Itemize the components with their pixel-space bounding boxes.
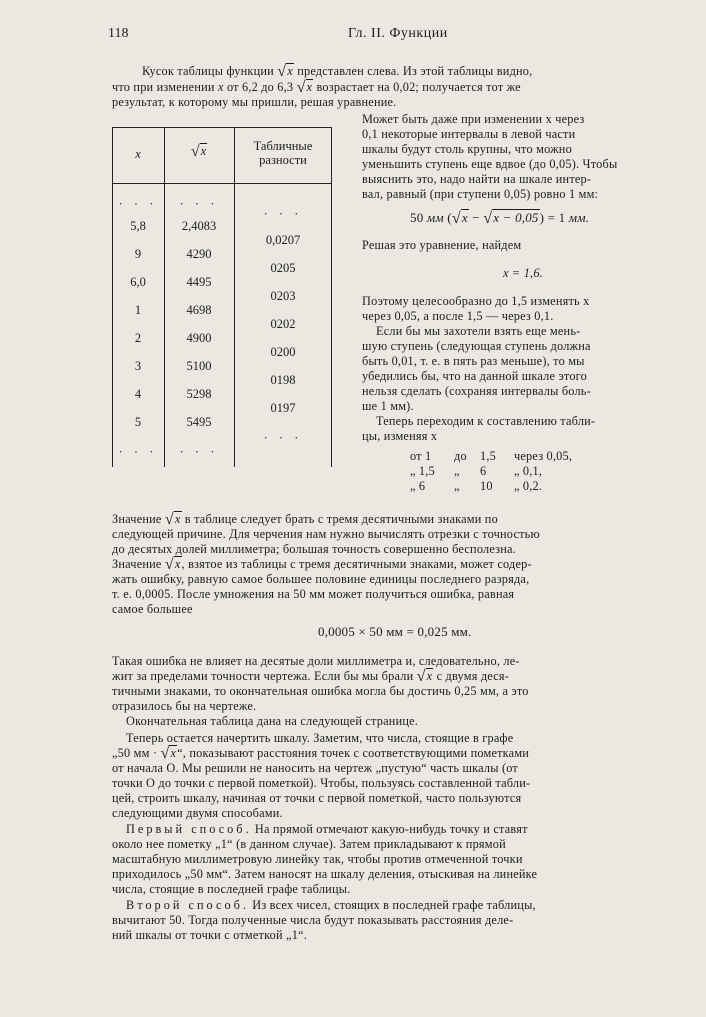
intro-text: Кусок таблицы функции xyxy=(142,64,274,78)
table-cell-x: 1 xyxy=(134,303,142,317)
body-line: самое большее xyxy=(112,602,193,616)
table-cell-x: 3 xyxy=(134,359,142,373)
equation-3: 0,0005 × 50 мм = 0,025 мм. xyxy=(318,624,472,639)
page-number: 118 xyxy=(108,26,129,41)
sqrt-table xyxy=(112,127,332,467)
right-text: через 0,05, а после 1,5 — через 0,1. xyxy=(362,309,554,323)
table-cell-x: 2 xyxy=(134,331,142,345)
right-text: нельзя сделать (сохраняя интервалы боль- xyxy=(362,384,591,398)
table-cell-diff: 0200 xyxy=(270,345,296,359)
variable-x: x xyxy=(217,80,224,94)
intro-text: что при изменении xyxy=(112,80,215,94)
eq1-unit: мм xyxy=(426,210,444,225)
intro-text: возрастает на 0,02; получается тот же xyxy=(316,80,521,94)
table-dots: · · · xyxy=(118,445,158,459)
right-text: уменьшить ступень еще вдвое (до 0,05). Чтобы xyxy=(362,157,618,171)
table-dots: · · · xyxy=(179,445,219,459)
body-line: числа, стоящие в последней графе таблицы. xyxy=(112,882,351,896)
body-line: следующей причине. Для черчения нам нужно вычислять отрезки с точностью xyxy=(112,527,540,541)
body-line: жит за пределами точности чертежа. Если бы мы брали √x с двумя деся- xyxy=(112,668,510,685)
table-cell-sqrt: 4900 xyxy=(186,331,212,345)
body-line: точки O до точки с первой пометкой). Чтобы, пользуясь составленной табли- xyxy=(112,776,531,790)
table-cell-x: 5 xyxy=(134,415,142,429)
table-cell-diff: 0203 xyxy=(270,289,296,303)
col-header-diff-line2: разности xyxy=(259,153,307,167)
table-cell-x: 6,0 xyxy=(130,275,146,289)
col-header-x: x xyxy=(135,147,141,161)
sqrt-symbol: √x xyxy=(277,63,293,80)
table-cell-diff: 0,0207 xyxy=(265,233,301,247)
table-dots: · · · xyxy=(179,197,219,211)
step-row: от 1 до 1,5 через 0,05, xyxy=(410,449,573,463)
table-cell-sqrt: 2,4083 xyxy=(181,219,217,233)
table-cell-sqrt: 5100 xyxy=(186,359,212,373)
equation-1: 50 мм (√x − √x − 0,05) = 1 мм. xyxy=(410,210,590,227)
body-line: Значение √x в таблице следует брать с тремя десятичными знаками по xyxy=(112,511,498,528)
table-cell-diff: 0202 xyxy=(270,317,296,331)
right-text: Может быть даже при изменении x через xyxy=(362,112,585,126)
table-cell-x: 4 xyxy=(134,387,142,401)
right-text: 0,1 некоторые интервалы в левой части xyxy=(362,127,576,141)
right-text: быть 0,01, т. е. в пять раз меньше), то мы xyxy=(362,354,585,368)
body-line: Второй способ. Из всех чисел, стоящих в последней графе таблицы, xyxy=(126,898,536,912)
solve-text: Решая это уравнение, найдем xyxy=(362,238,522,252)
right-text: выяснить это, надо найти на шкале интер- xyxy=(362,172,592,186)
body-line: Значение √x, взятое из таблицы с тремя десятичными знаками, может содер- xyxy=(112,556,532,573)
intro-line-2 xyxy=(112,80,521,95)
right-text: ше 1 мм). xyxy=(362,399,414,413)
eq1-unit2: мм. xyxy=(568,210,590,225)
intro-line-1 xyxy=(142,64,532,79)
table-top-rule xyxy=(112,127,332,128)
eq1-left: 50 xyxy=(410,210,424,225)
table-cell-sqrt: 4290 xyxy=(186,247,212,261)
table-cell-diff: 0198 xyxy=(270,373,296,387)
table-cell-diff: 0205 xyxy=(270,261,296,275)
right-text: шую ступень (следующая ступень должна xyxy=(362,339,591,353)
table-cell-diff: 0197 xyxy=(270,401,296,415)
body-line: т. е. 0,0005. После умножения на 50 мм может получиться ошибка, равная xyxy=(112,587,515,601)
table-cell-sqrt: 4495 xyxy=(186,275,212,289)
body-line: отразилось бы на чертеже. xyxy=(112,699,257,713)
step-row: „ 1,5 „ 6 „ 0,1, xyxy=(410,464,543,478)
body-line: „50 мм · √x“, показывают расстояния точек с соответствующими пометками xyxy=(112,745,530,762)
body-line: ний шкалы от точки с отметкой „1“. xyxy=(112,928,307,942)
right-text: Поэтому целесообразно до 1,5 изменять x xyxy=(362,294,590,308)
col-header-diff xyxy=(234,139,332,167)
body-line: от начала O. Мы решили не наносить на чертеж „пустую“ часть шкалы (от xyxy=(112,761,519,775)
table-cell-x: 5,8 xyxy=(130,219,146,233)
body-line: Теперь остается начертить шкалу. Заметим, что числа, стоящие в графе xyxy=(126,731,514,745)
intro-text: от 6,2 до 6,3 xyxy=(226,80,294,94)
eq1-right: = 1 xyxy=(547,210,566,225)
body-line: приходилось „50 мм“. Затем наносят на шкалу деления, отыскивая на линейке xyxy=(112,867,538,881)
sqrt-symbol: √x xyxy=(296,79,313,96)
table-cell-sqrt: 5298 xyxy=(186,387,212,401)
table-dots: · · · xyxy=(263,431,303,445)
table-dots: · · · xyxy=(263,207,303,221)
body-line: тичными знаками, то окончательная ошибка могла бы достичь 0,25 мм, а это xyxy=(112,684,529,698)
body-line: жать ошибку, равную самое большее половине единицы последнего разряда, xyxy=(112,572,530,586)
step-row: „ 6 „ 10 „ 0,2. xyxy=(410,479,543,493)
right-text: Если бы мы захотели взять еще мень- xyxy=(376,324,581,338)
right-text: убедились бы, что на данной шкале этого xyxy=(362,369,587,383)
table-cell-x: 9 xyxy=(134,247,142,261)
col-header-diff-line1: Табличные xyxy=(253,139,313,153)
col-header-sqrt: √x xyxy=(190,143,207,160)
right-text: Теперь переходим к составлению табли- xyxy=(376,414,596,428)
body-line: Первый способ. На прямой отмечают какую-нибудь точку и ставят xyxy=(126,822,528,836)
body-line: Окончательная таблица дана на следующей странице. xyxy=(126,714,419,728)
chapter-heading: Гл. II. Функции xyxy=(348,26,448,41)
body-line: цей, строить шкалу, начиная от точки с первой пометкой, часто пользуются xyxy=(112,791,522,805)
right-text: вал, равный (при ступени 0,05) ровно 1 мм: xyxy=(362,187,599,201)
body-line: вычитают 50. Тогда полученные числа будут показывать расстояния деле- xyxy=(112,913,514,927)
equation-2: x = 1,6. xyxy=(503,266,543,280)
body-line: следующими двумя способами. xyxy=(112,806,283,820)
table-cell-sqrt: 5495 xyxy=(186,415,212,429)
table-header-rule xyxy=(112,183,332,184)
right-text: цы, изменяя x xyxy=(362,429,438,443)
body-line: до десятых долей миллиметра; большая точность совершенно бесполезна. xyxy=(112,542,516,556)
right-text: шкалы будут столь крупны, что можно xyxy=(362,142,572,156)
table-dots: · · · xyxy=(118,197,158,211)
body-line: Такая ошибка не влияет на десятые доли миллиметра и, следовательно, ле- xyxy=(112,654,520,668)
body-line: масштабную миллиметровую линейку так, чтобы против отмеченной точки xyxy=(112,852,523,866)
table-cell-sqrt: 4698 xyxy=(186,303,212,317)
body-line: около нее пометку „1“ (в данном случае). Затем прикладывают к прямой xyxy=(112,837,506,851)
intro-text: представлен слева. Из этой таблицы видно, xyxy=(297,64,533,78)
intro-line-3: результат, к которому мы пришли, решая уравнение. xyxy=(112,95,397,109)
